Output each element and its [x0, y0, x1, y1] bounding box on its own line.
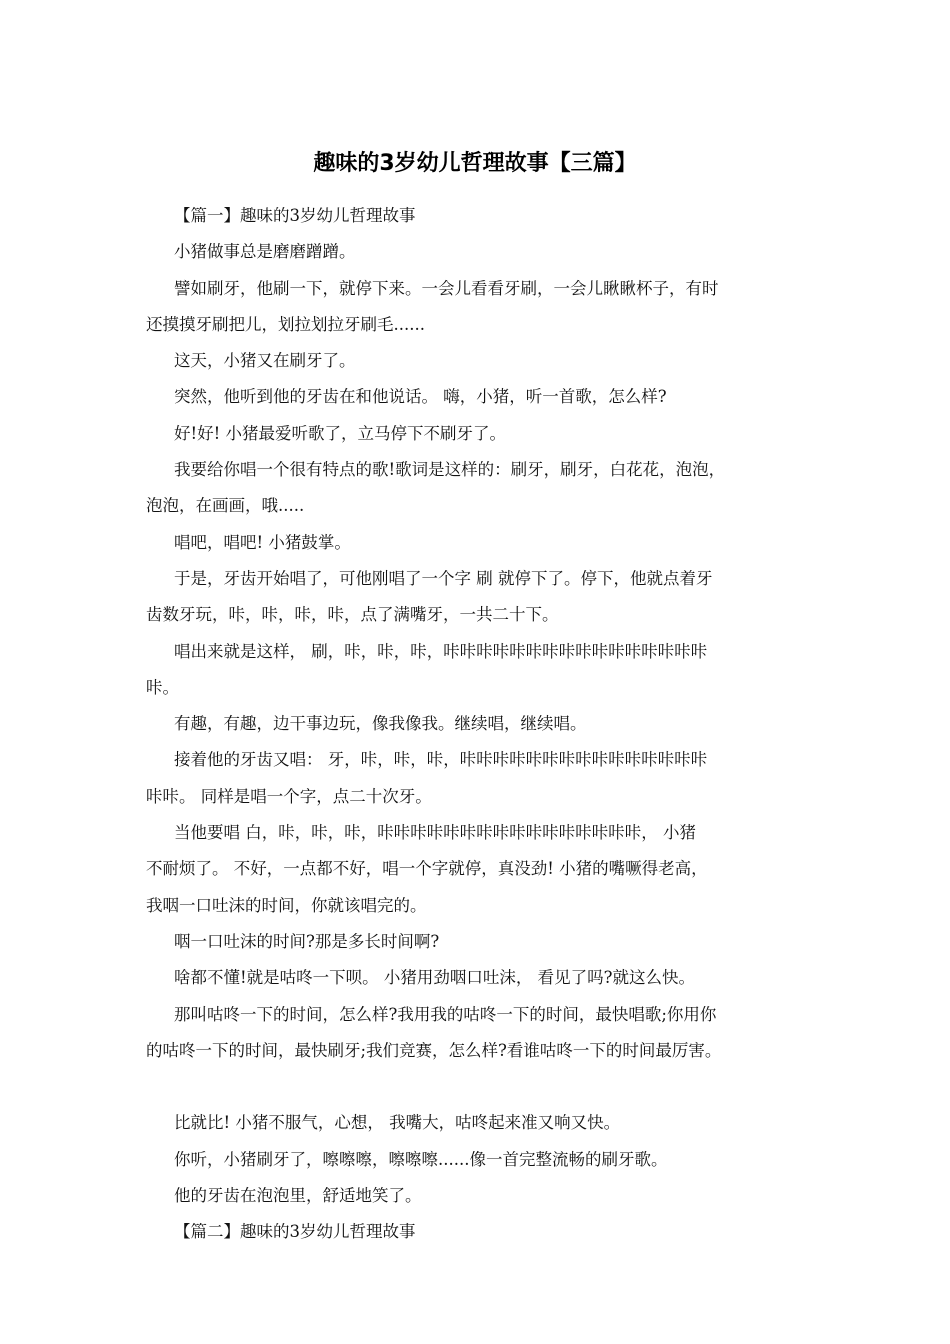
text-line: 的咕咚一下的时间，最快刷牙;我们竞赛，怎么样?看谁咕咚一下的时间最厉害。: [146, 1040, 722, 1060]
text-line: 唱吧，唱吧! 小猪鼓掌。: [174, 532, 351, 552]
text-line: 我咽一口吐沫的时间，你就该唱完的。: [146, 895, 427, 915]
text-line: 唱出来就是这样， 刷，咔，咔，咔，咔咔咔咔咔咔咔咔咔咔咔咔咔咔咔咔: [174, 641, 708, 661]
text-line: 【篇一】趣味的3岁幼儿哲理故事: [174, 206, 416, 225]
text-line: 咔咔。 同样是唱一个字，点二十次牙。: [146, 786, 432, 806]
document-title: 趣味的3岁幼儿哲理故事【三篇】: [313, 151, 637, 176]
document-body: [146, 198, 818, 1251]
text-line: 有趣，有趣，边干事边玩，像我像我。继续唱，继续唱。: [174, 714, 587, 734]
text-line: 当他要唱 白，咔，咔，咔，咔咔咔咔咔咔咔咔咔咔咔咔咔咔咔咔， 小猪: [174, 823, 696, 843]
text-line: 咔。: [146, 677, 179, 697]
text-line: 譬如刷牙，他刷一下，就停下来。一会儿看看牙刷，一会儿瞅瞅杯子，有时: [174, 278, 719, 298]
text-line: 接着他的牙齿又唱： 牙，咔，咔，咔，咔咔咔咔咔咔咔咔咔咔咔咔咔咔咔: [174, 750, 708, 770]
text-line: 齿数牙玩，咔，咔，咔，咔，点了满嘴牙，一共二十下。: [146, 605, 559, 625]
text-line: 你听，小猪刷牙了，嚓嚓嚓，嚓嚓嚓......像一首完整流畅的刷牙歌。: [174, 1149, 668, 1169]
text-line: 泡泡，在画画，哦.....: [146, 496, 305, 516]
text-line: 啥都不懂!就是咕咚一下呗。 小猪用劲咽口吐沫， 看见了吗?就这么快。: [174, 968, 695, 988]
text-line: 那叫咕咚一下的时间，怎么样?我用我的咕咚一下的时间，最快唱歌;你用你: [174, 1004, 717, 1024]
text-line: 于是，牙齿开始唱了，可他刚唱了一个字 刷 就停下了。停下，他就点着牙: [174, 568, 713, 588]
text-line: 咽一口吐沫的时间?那是多长时间啊?: [174, 931, 440, 951]
text-line: 他的牙齿在泡泡里，舒适地笑了。: [174, 1186, 422, 1206]
text-line: 比就比! 小猪不服气，心想， 我嘴大，咕咚起来准又响又快。: [174, 1113, 621, 1133]
text-line: 小猪做事总是磨磨蹭蹭。: [174, 242, 356, 262]
text-line: 这天，小猪又在刷牙了。: [174, 351, 356, 371]
text-line: 我要给你唱一个很有特点的歌!歌词是这样的：刷牙，刷牙，白花花，泡泡，: [174, 460, 726, 480]
text-line: 【篇二】趣味的3岁幼儿哲理故事: [174, 1222, 416, 1242]
blank-line: [146, 1069, 818, 1105]
text-line: 不耐烦了。 不好，一点都不好，唱一个字就停，真没劲! 小猪的嘴噘得老高，: [146, 859, 708, 879]
text-line: 还摸摸牙刷把儿，划拉划拉牙刷毛......: [146, 314, 425, 334]
text-line: 好!好! 小猪最爱听歌了，立马停下不刷牙了。: [174, 423, 507, 443]
text-line: 突然，他听到他的牙齿在和他说话。 嗨，小猪，听一首歌，怎么样?: [174, 387, 667, 407]
